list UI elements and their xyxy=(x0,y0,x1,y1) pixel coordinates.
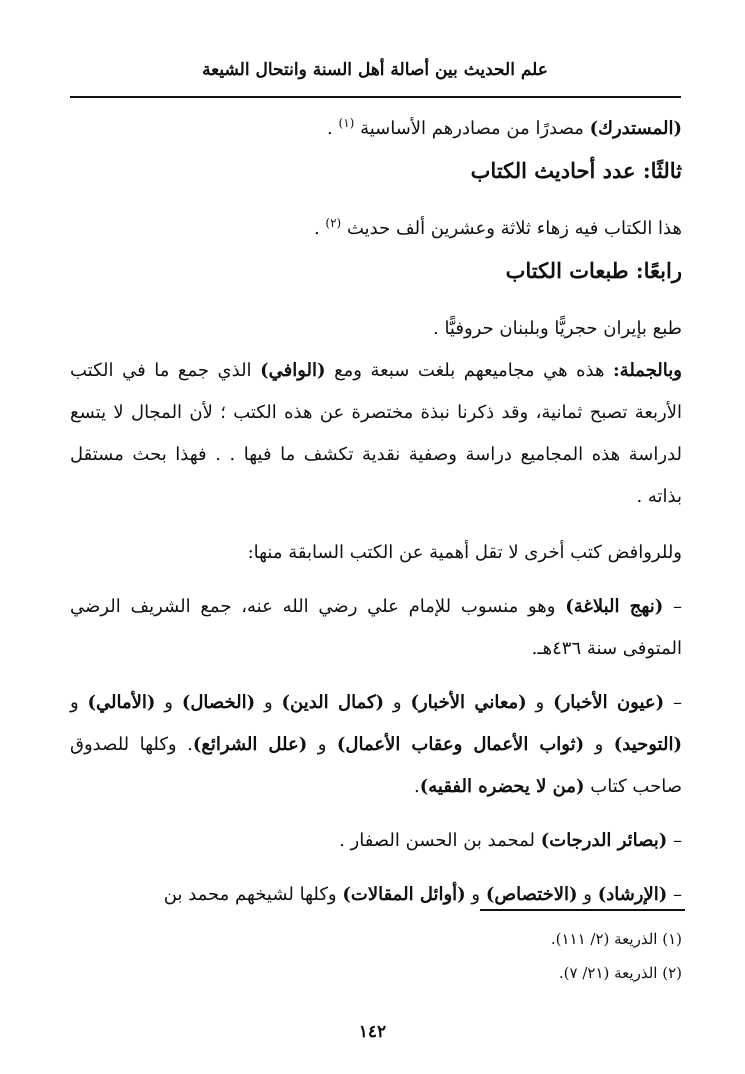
list-item-text: و xyxy=(155,692,182,713)
list-dash: – xyxy=(664,692,683,713)
bold-term: وبالجملة: xyxy=(613,360,682,381)
footnotes xyxy=(70,922,682,990)
list-item-basair xyxy=(70,820,682,862)
section-heading-hadith-count: ثالثًا: عدد أحاديث الكتاب xyxy=(470,158,682,183)
paragraph-text: هذه هي مجاميعهم بلغت سبعة ومع xyxy=(325,360,614,381)
page-number: ١٤٢ xyxy=(358,1022,387,1042)
list-item-text: و xyxy=(70,692,88,713)
paragraph-summary xyxy=(70,350,682,518)
paragraph-text: مصدرًا من مصادرهم الأساسية xyxy=(360,118,590,139)
bold-term: (الأمالي) xyxy=(87,692,156,713)
list-item-text: و xyxy=(384,692,411,713)
bold-term: (الخصال) xyxy=(181,692,256,713)
bold-term: (الاختصاص) xyxy=(485,884,578,905)
footnote-marker[interactable]: (٢) xyxy=(325,216,342,230)
section-heading-editions: رابعًا: طبعات الكتاب xyxy=(505,258,682,283)
paragraph-end: . xyxy=(327,118,339,139)
list-item-saduq xyxy=(70,682,682,808)
bold-term: (كمال الدين) xyxy=(281,692,385,713)
paragraph-hadith-count xyxy=(70,208,682,250)
list-item-text: وهو منسوب للإمام علي رضي الله عنه، جمع الشريف الرضي المتوفى سنة ٤٣٦هـ. xyxy=(70,596,682,659)
bold-term: (ثواب الأعمال وعقاب الأعمال) xyxy=(336,734,585,755)
list-dash: – xyxy=(667,830,682,851)
list-dash: – xyxy=(663,596,682,617)
footnote-1: (١) الذريعة (٢/ ١١١). xyxy=(550,930,682,948)
footnote-rule xyxy=(480,909,685,911)
bold-term: (الوافي) xyxy=(260,360,326,381)
list-item-text: و xyxy=(526,692,554,713)
list-item-text: و xyxy=(465,884,486,905)
main-text xyxy=(70,108,682,916)
bold-term: (بصائر الدرجات) xyxy=(540,830,668,851)
paragraph-end: . xyxy=(313,218,326,239)
list-item-text: لمحمد بن الحسن الصفار . xyxy=(339,830,541,851)
bold-term: (المستدرك) xyxy=(589,118,682,139)
list-item-text: و xyxy=(584,734,614,755)
footnote-marker[interactable]: (١) xyxy=(338,116,355,130)
header-rule xyxy=(70,96,681,98)
list-item-text: . xyxy=(413,776,420,797)
bold-term: (عيون الأخبار) xyxy=(553,692,665,713)
bold-term: (أوائل المقالات) xyxy=(342,884,466,905)
footnote-2: (٢) الذريعة (٢١/ ٧). xyxy=(558,964,682,982)
list-item-text: و xyxy=(255,692,282,713)
bold-term: (من لا يحضره الفقيه) xyxy=(419,776,585,797)
list-item-text: . وكلها للصدوق صاحب كتاب xyxy=(70,734,682,797)
paragraph-text: هذا الكتاب فيه زهاء ثلاثة وعشرين ألف حديث xyxy=(346,218,682,239)
list-dash: – xyxy=(667,884,682,905)
paragraph-other-books: وللروافض كتب أخرى لا تقل أهمية عن الكتب السابقة منها: xyxy=(247,542,682,563)
running-head: علم الحديث بين أصالة أهل السنة وانتحال الشيعة xyxy=(202,60,548,80)
bold-term: (معاني الأخبار) xyxy=(410,692,527,713)
bold-term: (التوحيد) xyxy=(613,734,682,755)
paragraph-editions: طبع بإيران حجريًّا وبلبنان حروفيًّا . xyxy=(433,318,682,339)
list-item-text: و xyxy=(577,884,598,905)
bold-term: (الإرشاد) xyxy=(597,884,668,905)
paragraph-mustadrak xyxy=(70,108,682,150)
bold-term: (نهج البلاغة) xyxy=(565,596,664,617)
list-item-text: وكلها لشيخهم محمد بن xyxy=(163,884,343,905)
list-item-nahj xyxy=(70,586,682,670)
paragraph-text: الذي جمع ما في الكتب الأربعة تصبح ثمانية، وقد ذكرنا نبذة مختصرة عن هذه الكتب ؛ لأن المجال لا يتسع لدراسة هذه المجاميع دراسة وصفية نقدية تكشف ما فيها . . فهذا بحث مستقل بذاته . xyxy=(70,360,682,507)
list-item-text: و xyxy=(307,734,337,755)
bold-term: (علل الشرائع) xyxy=(192,734,308,755)
